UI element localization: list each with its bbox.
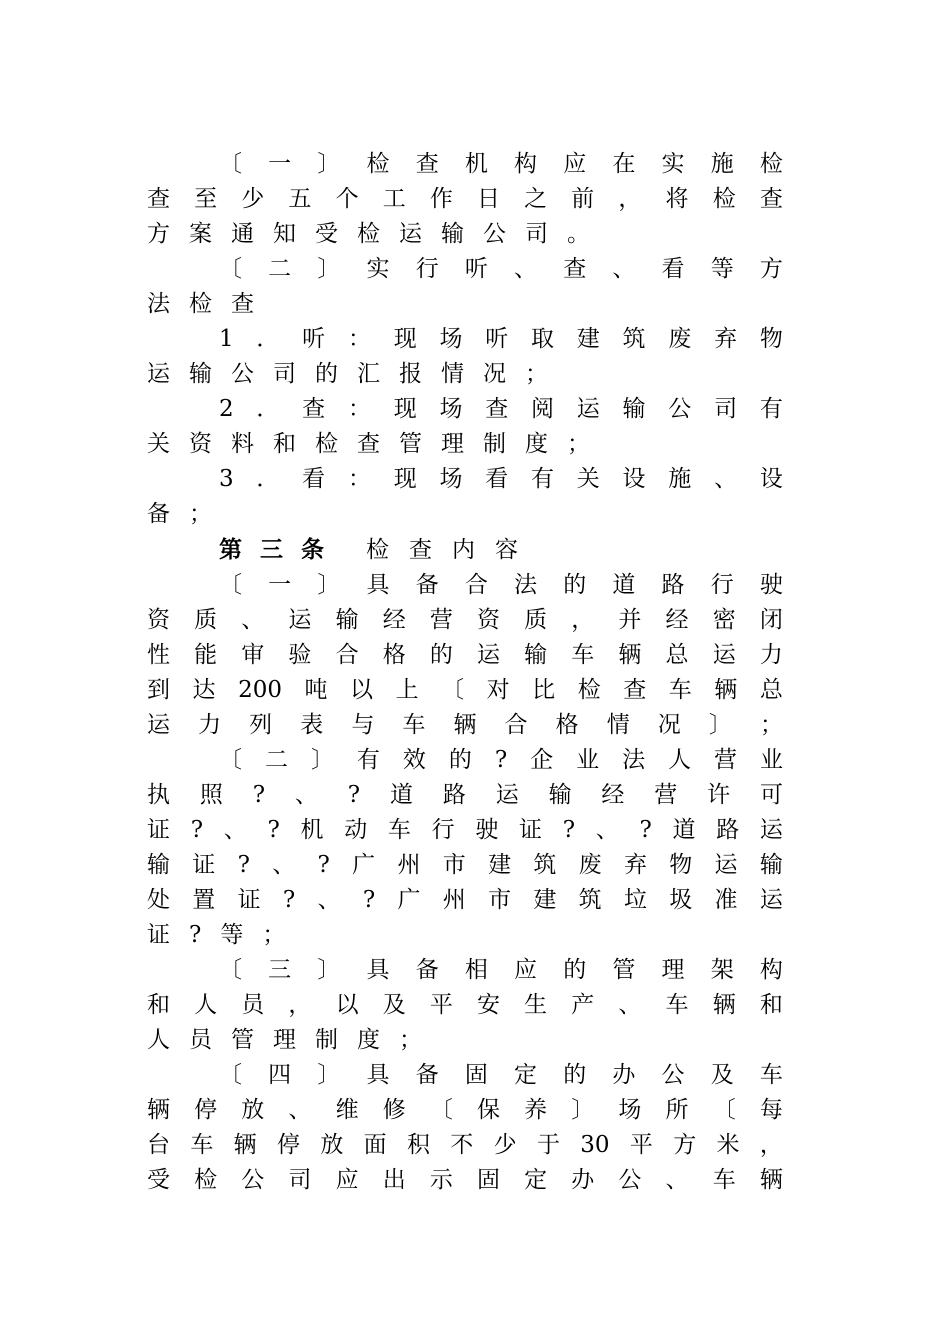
text-line: 资 质 、 运 输 经 营 资 质 ， 并 经 密 闭: [147, 607, 783, 633]
section-heading: [219, 533, 538, 567]
text-line: 1 ． 听 ： 现 场 听 取 建 筑 废 弃 物: [219, 326, 783, 352]
text-line: 备 ；: [147, 501, 212, 527]
text-line: 〔 一 〕 检 查 机 构 应 在 实 施 检: [219, 151, 783, 177]
text-line: 3 ． 看 ： 现 场 看 有 关 设 施 、 设: [219, 466, 783, 492]
text-line: 性 能 审 验 合 格 的 运 输 车 辆 总 运 力: [147, 642, 783, 668]
text-line: 人 员 管 理 制 度 ；: [147, 1027, 422, 1053]
text-line: 运 力 列 表 与 车 辆 合 格 情 况 〕 ；: [147, 712, 783, 738]
text-line: 输 证 ? 、 ? 广 州 市 建 筑 废 弃 物 运 输: [147, 852, 783, 878]
text-line: 〔 二 〕 有 效 的 ? 企 业 法 人 营 业: [219, 747, 783, 773]
text-line: 〔 四 〕 具 备 固 定 的 办 公 及 车: [219, 1062, 783, 1088]
text-line: 〔 三 〕 具 备 相 应 的 管 理 架 构: [219, 957, 783, 983]
text-line: 台 车 辆 停 放 面 积 不 少 于 30 平 方 米 ，: [147, 1132, 783, 1158]
text-line: 证 ? 等 ；: [147, 922, 286, 948]
text-line: 关 资 料 和 检 查 管 理 制 度 ；: [147, 431, 590, 457]
text-line: 查 至 少 五 个 工 作 日 之 前 ， 将 检 查: [147, 186, 783, 212]
text-line: 处 置 证 ? 、 ? 广 州 市 建 筑 垃 圾 准 运: [147, 887, 783, 913]
text-line: 2 ． 查 ： 现 场 查 阅 运 输 公 司 有: [219, 396, 783, 422]
text-line: 方 案 通 知 受 检 运 输 公 司 。: [147, 221, 590, 247]
text-line: 运 输 公 司 的 汇 报 情 况 ；: [147, 361, 548, 387]
text-line: 〔 二 〕 实 行 听 、 查 、 看 等 方: [219, 256, 783, 282]
text-line: 〔 一 〕 具 备 合 法 的 道 路 行 驶: [219, 572, 783, 598]
heading-title: 检查内容: [366, 537, 538, 563]
text-line: 和 人 员 ， 以 及 平 安 生 产 、 车 辆 和: [147, 992, 783, 1018]
text-line: 法 检 查: [147, 291, 254, 317]
text-line: 到 达 200 吨 以 上 〔 对 比 检 查 车 辆 总: [147, 677, 783, 703]
text-line: 证 ? 、 ? 机 动 车 行 驶 证 ? 、 ? 道 路 运: [147, 817, 783, 843]
text-line: 受 检 公 司 应 出 示 固 定 办 公 、 车 辆: [147, 1167, 783, 1193]
heading-article-number: 第三条: [219, 536, 342, 563]
text-line: 执 照 ? 、 ? 道 路 运 输 经 营 许 可: [147, 782, 783, 808]
text-line: 辆 停 放 、 维 修 〔 保 养 〕 场 所 〔 每: [147, 1097, 783, 1123]
